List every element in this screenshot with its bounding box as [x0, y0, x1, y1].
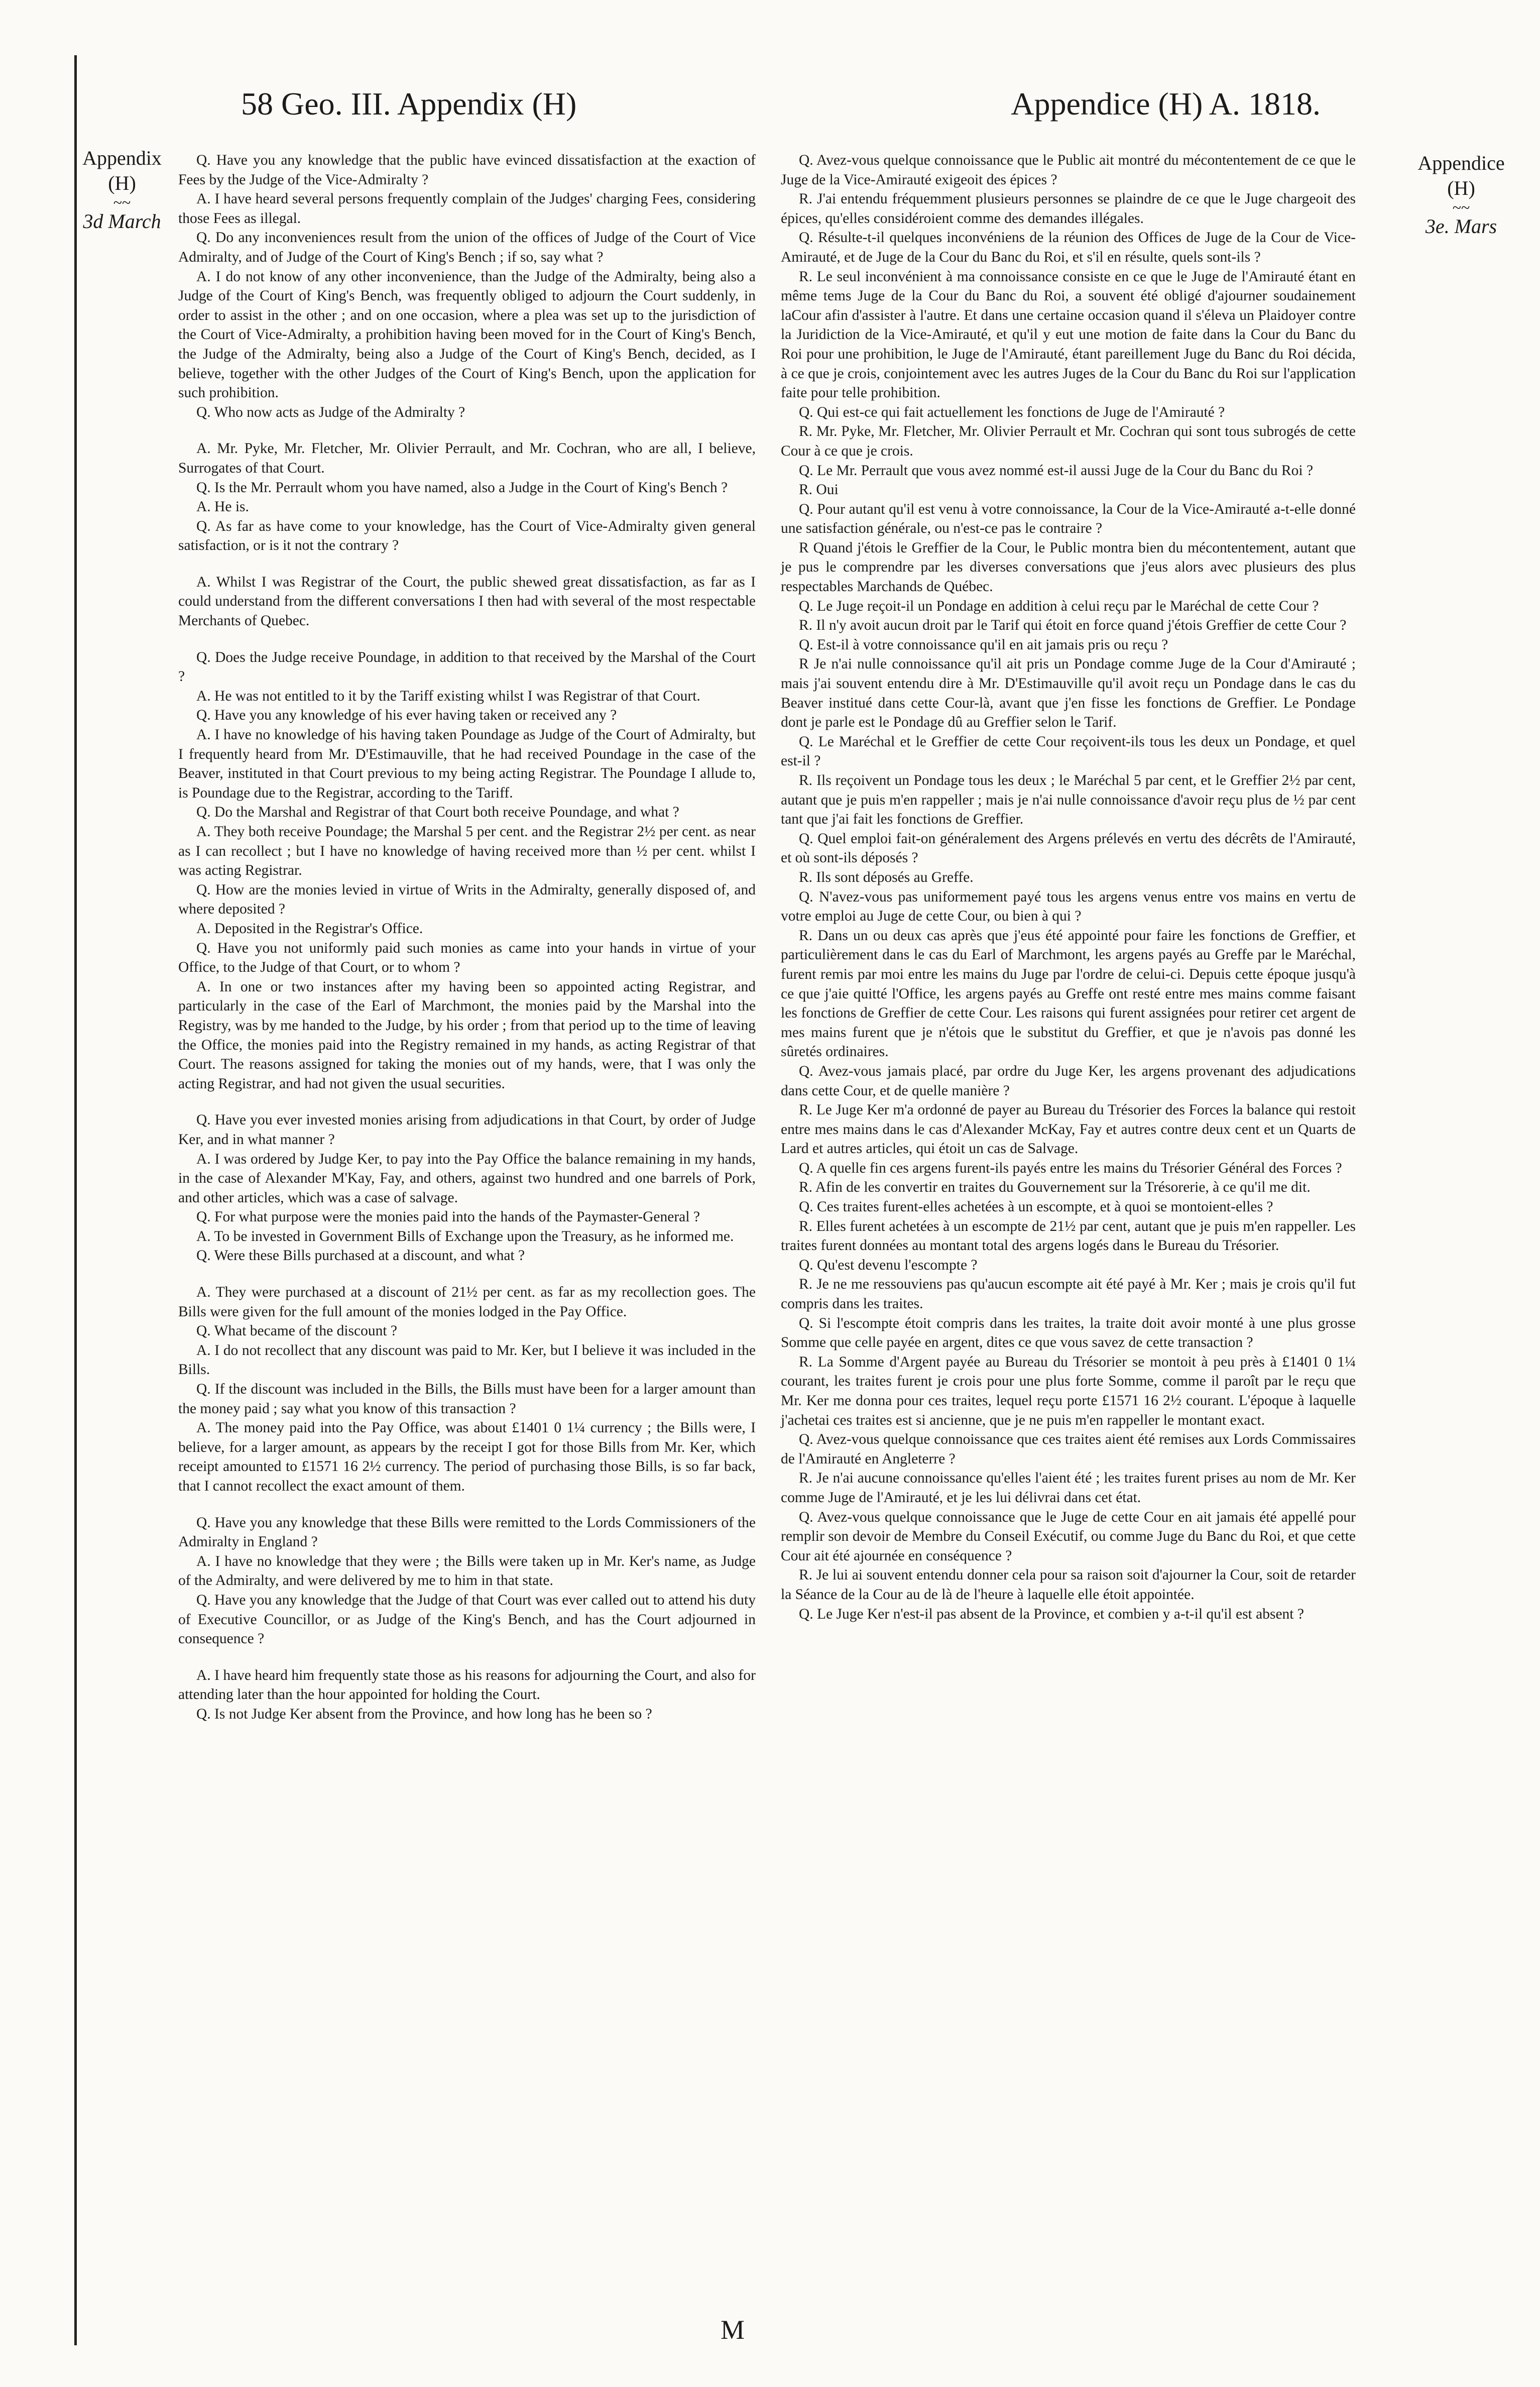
paragraph: R. Je lui ai souvent entendu donner cela pour sa raison soit d'ajourner la Cour, soit de retarder la Séance de la Cour au de là de l'heure à laquelle elle étoit appointée. [781, 1567, 1356, 1603]
header-right: Appendice (H) A. 1818. [1011, 86, 1321, 122]
paragraph: Q. Le Maréchal et le Greffier de cette Cour reçoivent-ils tous les deux un Pondage, et quel est-il ? [781, 733, 1356, 769]
paragraph: Q. Is the Mr. Perrault whom you have named, also a Judge in the Court of King's Bench ? [196, 479, 728, 496]
paragraph: R. Le Juge Ker m'a ordonné de payer au Bureau du Trésorier des Forces la balance qui restoit entre mes mains dans le cas d'Alexander McKay, Fay et autres contre deux cent et un Quarts de Lard et autres articles, qui étoit un cas de Salvage. [781, 1102, 1356, 1157]
paragraph: Q. Si l'escompte étoit compris dans les traites, la traite doit avoir monté à une plus grosse Somme que celle payée en argent, dites ce que vous savez de cette transaction ? [781, 1315, 1356, 1351]
paragraph: Q. Qu'est devenu l'escompte ? [799, 1257, 978, 1273]
paragraph: A. To be invested in Government Bills of Exchange upon the Treasury, as he informed me. [196, 1228, 734, 1244]
running-header [241, 85, 1321, 141]
paragraph: Q. Pour autant qu'il est venu à votre connoissance, la Cour de la Vice-Amirauté a-t-elle donné une satisfaction générale, ou n'est-ce pas le contraire ? [781, 501, 1356, 537]
margin-date: 3d March [83, 210, 161, 233]
paragraph: A. Mr. Pyke, Mr. Fletcher, Mr. Olivier Perrault, and Mr. Cochran, who are all, I believe, Surrogates of that Court. [178, 440, 756, 476]
paragraph: A. I do not recollect that any discount was paid to Mr. Ker, but I believe it was included in the Bills. [178, 1342, 756, 1378]
paragraph: Q. As far as have come to your knowledge, has the Court of Vice-Admiralty given general satisfaction, or is it not the contrary ? [178, 518, 756, 554]
paragraph: R Quand j'étois le Greffier de la Cour, le Public montra bien du mécontentement, autant que je pus le comprendre par les diverses conversations que j'eus alors avec plusieurs des plus respectables Marchands de Québec. [781, 539, 1356, 595]
english-column [178, 151, 756, 1724]
paragraph: A. I do not know of any other inconvenience, than the Judge of the Admiralty, being also a Judge of the Court of King's Bench, was frequently obliged to adjourn the Court suddenly, in order to assist in the other ; and on one occasion, where a plea was set up to the jurisdiction of the Court of Vice-Admiralty, a prohibition having been moved for in the Court of King's Bench, the Judge of the Admiralty, being also a Judge of the Court of King's Bench, decided, as I believe, together with the other Judges of the Court of King's Bench, upon the application for such prohibition. [178, 268, 756, 401]
paragraph: Q. What became of the discount ? [196, 1323, 398, 1339]
paragraph: A. I have no knowledge of his having taken Poundage as Judge of the Court of Admiralty, but I frequently heard from Mr. D'Estimauville, that he had received Poundage in the case of the Beaver, instituted in that Court previous to my being acting Registrar. The Poundage I allude to, is Poundage due to the Registrar, according to the Tariff. [178, 727, 756, 801]
paragraph: A. Whilst I was Registrar of the Court, the public shewed great dissatisfaction, as far as I could understand from the different conversations I then had with several of the most respectable Merchants of Quebec. [178, 574, 756, 629]
paragraph: Q. Le Juge Ker n'est-il pas absent de la Province, et combien y a-t-il qu'il est absent ? [799, 1606, 1304, 1622]
paragraph: Q. N'avez-vous pas uniformement payé tous les argens venus entre vos mains en vertu de votre emploi au Juge de cette Cour, ou bien à qui ? [781, 888, 1356, 925]
paragraph: Q. Does the Judge receive Poundage, in addition to that received by the Marshal of the Court ? [178, 649, 756, 685]
paragraph: Q. Est-il à votre connoissance qu'il en ait jamais pris ou reçu ? [799, 636, 1168, 653]
paragraph: Q. Le Mr. Perrault que vous avez nommé est-il aussi Juge de la Cour du Banc du Roi ? [799, 462, 1314, 479]
paragraph: R. La Somme d'Argent payée au Bureau du Trésorier se montoit à peu près à £1401 0 1¼ courant, les traites furent je crois pour une plus forte Somme, comme il paroît par le reçu que Mr. Ker me donna pour ces traites, lequel reçu porte £1571 16 2½ courant. L'époque à laquelle j'achetai ces traites est si ancienne, que je ne puis m'en rappeller le montant exact. [781, 1353, 1356, 1428]
margin-note-left [79, 146, 165, 234]
paragraph: R. Dans un ou deux cas après que j'eus été appointé pour faire les fonctions de Greffier, et particulièrement dans le cas du Earl of Marchmont, les argens payés au Greffe par le Maréchal, furent remis par moi entre les mains du Juge par l'ordre de celui-ci. Depuis cette époque jusqu'à ce que j'aie quitté l'Office, les argens payés au Greffe ont resté entre mes mains comme faisant les fonctions de Greffier de cette Cour. Les raisons qui furent assignées pour retirer cet argent de mes mains furent que je n'étois que le substitut du Greffier, et que je n'avois pas donné les sûretés ordinaires. [781, 927, 1356, 1060]
paragraph: Q. Avez-vous quelque connoissance que ces traites aient été remises aux Lords Commissaires de l'Amirauté en Angleterre ? [781, 1431, 1356, 1467]
paragraph: Q. Is not Judge Ker absent from the Province, and how long has he been so ? [196, 1706, 652, 1722]
paragraph: R. Mr. Pyke, Mr. Fletcher, Mr. Olivier Perrault et Mr. Cochran qui sont tous subrogés de cette Cour à ce que je crois. [781, 423, 1356, 459]
signature-mark: M [721, 2315, 745, 2345]
paragraph: R. J'ai entendu fréquemment plusieurs personnes se plaindre de ce que le Juge chargeoit des épices, qu'elles considéroient comme des demandes illégales. [781, 191, 1356, 226]
paragraph: Q. Avez-vous quelque connoissance que le Juge de cette Cour en ait jamais été appellé pour remplir son devoir de Membre du Conseil Exécutif, ou comme Juge du Banc du Roi, et que cette Cour ait été ajournée en conséquence ? [781, 1509, 1356, 1564]
header-left: 58 Geo. III. Appendix (H) [241, 86, 577, 122]
paragraph: Q. Avez-vous jamais placé, par ordre du Juge Ker, les argens provenant des adjudications dans cette Cour, et de quelle manière ? [781, 1063, 1356, 1099]
french-column [781, 151, 1356, 1624]
paragraph: Q. Have you not uniformly paid such monies as came into your hands in virtue of your Office, to the Judge of that Court, or to whom ? [178, 940, 756, 976]
paragraph: A. The money paid into the Pay Office, was about £1401 0 1¼ currency ; the Bills were, I believe, for a larger amount, as appears by the receipt I got for those Bills from Mr. Ker, which receipt amounted to £1571 16 2½ currency. The period of purchasing those Bills, is so far back, that I cannot recollect the exact amount of them. [178, 1420, 756, 1494]
margin-section: (H) [108, 172, 136, 194]
paragraph: Q. Do any inconveniences result from the union of the offices of Judge of the Court of Vice Admiralty, and of Judge of the Court of King's Bench ; if so, say what ? [178, 230, 756, 265]
paragraph: A. He was not entitled to it by the Tariff existing whilst I was Registrar of that Court. [196, 688, 700, 704]
page-edge-rule [74, 55, 77, 2345]
paragraph: R. Ils reçoivent un Pondage tous les deux ; le Maréchal 5 par cent, et le Greffier 2½ par cent, autant que je puis m'en rappeller ; mais je n'ai nulle connoissance d'avoir reçu plus de ½ par cent tant que j'ai fait les fonctions de Greffier. [781, 772, 1356, 828]
margin-note-right [1401, 151, 1521, 239]
paragraph: Q. For what purpose were the monies paid into the hands of the Paymaster-General ? [196, 1209, 700, 1225]
margin-flourish: ~~ [113, 193, 131, 211]
paragraph: R. Il n'y avoit aucun droit par le Tarif qui étoit en force quand j'étois Greffier de cette Cour ? [799, 617, 1347, 634]
paragraph: R. Oui [799, 482, 839, 498]
paragraph: Q. Have you ever invested monies arising from adjudications in that Court, by order of Judge Ker, and in what manner ? [178, 1112, 756, 1148]
paragraph: R Je n'ai nulle connoissance qu'il ait pris un Pondage comme Juge de la Cour d'Amirauté ; mais j'ai souvent entendu dire à Mr. D'Estimauville qu'il avoit reçu un Pondage dans le cas du Beaver institué dans cette Cour-là, avant que j'en fisse les fonctions de Greffier. Le Pondage dont je parle est le Pondage dû au Greffier selon le Tarif. [781, 656, 1356, 731]
paragraph: A. I have heard several persons frequently complain of the Judges' charging Fees, considering those Fees as illegal. [178, 191, 756, 226]
margin-flourish: ~~ [1452, 198, 1470, 216]
paragraph: R. Je n'ai aucune connoissance qu'elles l'aient été ; les traites furent prises au nom de Mr. Ker comme Juge de l'Amirauté, et je les lui délivrai dans cet état. [781, 1470, 1356, 1506]
paragraph: R. Le seul inconvénient à ma connoissance consiste en ce que le Juge de l'Amirauté étant en même tems Juge de la Cour du Banc du Roi, a souvent été obligé d'ajourner soudainement laCour afin d'assister à l'autre. Et dans une certaine occasion quand il s'éleva un Plaidoyer contre la Juridiction de la Vice-Amirauté, et qu'il y eut une motion de faite dans la Cour du Banc du Roi pour une prohibition, le Juge de l'Amirauté, étant pareillement Juge du Banc du Roi décida, à ce que je crois, conjointement avec les autres Juges de la Cour du Banc du Roi sur l'application faite pour telle prohibition. [781, 268, 1356, 401]
paragraph: A. He is. [196, 499, 249, 515]
paragraph: Q. Have you any knowledge that these Bills were remitted to the Lords Commissioners of the Admiralty in England ? [178, 1514, 756, 1550]
paragraph: R. Ils sont déposés au Greffe. [799, 869, 974, 885]
paragraph: A. I have no knowledge that they were ; the Bills were taken up in Mr. Ker's name, as Judge of the Admiralty, and were delivered by me to him in that state. [178, 1553, 756, 1589]
paragraph: R. Je ne me ressouviens pas qu'aucun escompte ait été payé à Mr. Ker ; mais je crois qu'il fut compris dans les traites. [781, 1276, 1356, 1312]
margin-date: 3e. Mars [1425, 215, 1497, 238]
paragraph: A. Deposited in the Registrar's Office. [196, 920, 423, 937]
paragraph: A. I have heard him frequently state those as his reasons for adjourning the Court, and also for attending later than the hour appointed for holding the Court. [178, 1667, 756, 1703]
paragraph: Q. A quelle fin ces argens furent-ils payés entre les mains du Trésorier Général des Forces ? [799, 1160, 1342, 1176]
paragraph: Q. Résulte-t-il quelques inconvéniens de la réunion des Offices de Juge de la Cour de Vice-Amirauté, et de Juge de la Cour du Banc du Roi, et s'il en résulte, quels sont-ils ? [781, 230, 1356, 265]
paragraph: Q. Avez-vous quelque connoissance que le Public ait montré du mécontentement de ce que le Juge de la Vice-Amirauté exigeoit des épices ? [781, 152, 1356, 188]
paragraph: Q. Quel emploi fait-on généralement des Argens prélevés en vertu des décrêts de l'Amirauté, et où sont-ils déposés ? [781, 830, 1356, 866]
margin-title: Appendix [82, 147, 162, 169]
margin-section: (H) [1447, 177, 1475, 199]
paragraph: A. They were purchased at a discount of 21½ per cent. as far as my recollection goes. The Bills were given for the full amount of the monies lodged in the Pay Office. [178, 1284, 756, 1320]
paragraph: Q. How are the monies levied in virtue of Writs in the Admiralty, generally disposed of, and where deposited ? [178, 881, 756, 918]
paragraph: Q. Ces traites furent-elles achetées à un escompte, et à quoi se montoient-elles ? [799, 1199, 1273, 1215]
paragraph: A. They both receive Poundage; the Marshal 5 per cent. and the Registrar 2½ per cent. as near as I can recollect ; but I have no knowledge of having received more than ½ per cent. whilst I was acting Registrar. [178, 824, 756, 879]
paragraph: Q. Were these Bills purchased at a discount, and what ? [196, 1247, 525, 1264]
paragraph: R. Afin de les convertir en traites du Gouvernement sur la Trésorerie, à ce qu'il me dit. [799, 1179, 1311, 1196]
paragraph: Q. Le Juge reçoit-il un Pondage en addition à celui reçu par le Maréchal de cette Cour ? [799, 598, 1319, 614]
paragraph: A. I was ordered by Judge Ker, to pay into the Pay Office the balance remaining in my hands, in the case of Alexander M'Kay, Fay, and others, against two hundred and one barrels of Pork, and other articles, which was a case of salvage. [178, 1151, 756, 1206]
paragraph: Q. Have you any knowledge of his ever having taken or received any ? [196, 707, 617, 724]
paragraph: Q. Do the Marshal and Registrar of that Court both receive Poundage, and what ? [196, 804, 679, 821]
paragraph: Q. Who now acts as Judge of the Admiralty ? [196, 404, 465, 420]
paragraph: Q. If the discount was included in the Bills, the Bills must have been for a larger amount than the money paid ; say what you know of this transaction ? [178, 1381, 756, 1417]
margin-title: Appendice [1417, 152, 1505, 174]
paragraph: Q. Qui est-ce qui fait actuellement les fonctions de Juge de l'Amirauté ? [799, 404, 1225, 420]
paragraph: Q. Have you any knowledge that the public have evinced dissatisfaction at the exaction of Fees by the Judge of the Vice-Admiralty ? [178, 152, 756, 188]
paragraph: Q. Have you any knowledge that the Judge of that Court was ever called out to attend his duty of Executive Councillor, or as Judge of the King's Bench, and has the Court adjourned in consequence ? [178, 1592, 756, 1647]
paragraph: A. In one or two instances after my having been so appointed acting Registrar, and particularly in the case of the Earl of Marchmont, the monies paid by the Marshal into the Registry, was by me handed to the Judge, by his order ; from that period up to the time of leaving the Office, the monies paid into the Registry remained in my hands, as acting Registrar of that Court. The reasons assigned for taking the monies out of my hands, were, that I was only the acting Registrar, and had not given the usual securities. [178, 978, 756, 1092]
paragraph: R. Elles furent achetées à un escompte de 21½ par cent, autant que je puis m'en rappeller. Les traites furent données au montant total des argens logés dans le Bureau du Trésorier. [781, 1218, 1356, 1254]
